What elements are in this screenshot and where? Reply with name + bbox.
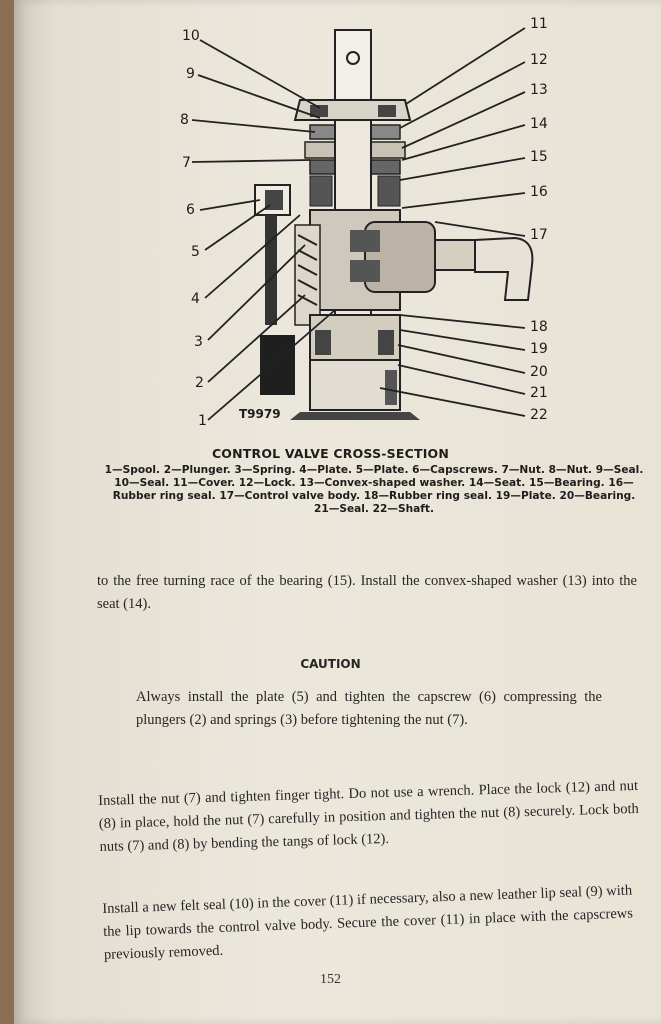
callout-label: 3 xyxy=(194,334,203,350)
callout-label: 2 xyxy=(195,375,204,391)
callout-label: 1 xyxy=(198,413,207,429)
page-number: 152 xyxy=(320,972,341,987)
callout-label: 17 xyxy=(530,227,548,243)
callout-label: 14 xyxy=(530,116,548,132)
paragraph-continued: to the free turning race of the bearing (15). Install the convex-shaped washer (13) into the seat (14). xyxy=(97,573,637,612)
control-valve-diagram xyxy=(170,0,550,440)
callout-label: 15 xyxy=(530,149,548,165)
drawing-id: T9979 xyxy=(239,407,281,421)
callout-label: 11 xyxy=(530,16,548,32)
figure-legend: 1—Spool. 2—Plunger. 3—Spring. 4—Plate. 5—Plate. 6—Capscrews. 7—Nut. 8—Nut. 9—Seal. 10—Seal. 11—Cover. 12—Lock. 13—Convex-shaped washer. 14—Seat. 15—Bearing. 16—Rubber ring seal. 17—Control valve body. 18—Rubber ring seal. 19—Plate. 20—Bearing. 21—Seal. 22—Shaft. xyxy=(104,464,644,515)
callout-label: 21 xyxy=(530,385,548,401)
caution-paragraph: Always install the plate (5) and tighten the capscrew (6) compressing the plungers (2) and springs (3) before tightening the nut (7). xyxy=(136,689,602,728)
caution-heading: CAUTION xyxy=(300,657,361,671)
callout-label: 5 xyxy=(191,244,200,260)
paragraph-seal-install: Install a new felt seal (10) in the cover (11) if necessary, also a new leather lip seal (9) with the lip towards the control valve body. Secure the cover (11) in place with the capscrews previously removed. xyxy=(102,882,634,963)
callout-label: 4 xyxy=(191,291,200,307)
callout-label: 16 xyxy=(530,184,548,200)
callout-label: 9 xyxy=(186,66,195,82)
paragraph-nut-install: Install the nut (7) and tighten finger tight. Do not use a wrench. Place the lock (12) and nut (8) in place, hold the nut (7) carefully in position and tighten the nut (8) securely. Lock both nuts (7) and (8) by bending the tangs of lock (12). xyxy=(98,777,639,855)
callout-label: 7 xyxy=(182,155,191,171)
callout-label: 6 xyxy=(186,202,195,218)
callout-label: 10 xyxy=(182,28,200,44)
callout-label: 18 xyxy=(530,319,548,335)
callout-label: 22 xyxy=(530,407,548,423)
callout-label: 8 xyxy=(180,112,189,128)
callout-label: 13 xyxy=(530,82,548,98)
callout-label: 20 xyxy=(530,364,548,380)
callout-label: 12 xyxy=(530,52,548,68)
callout-label: 19 xyxy=(530,341,548,357)
figure-title: CONTROL VALVE CROSS-SECTION xyxy=(211,446,450,461)
